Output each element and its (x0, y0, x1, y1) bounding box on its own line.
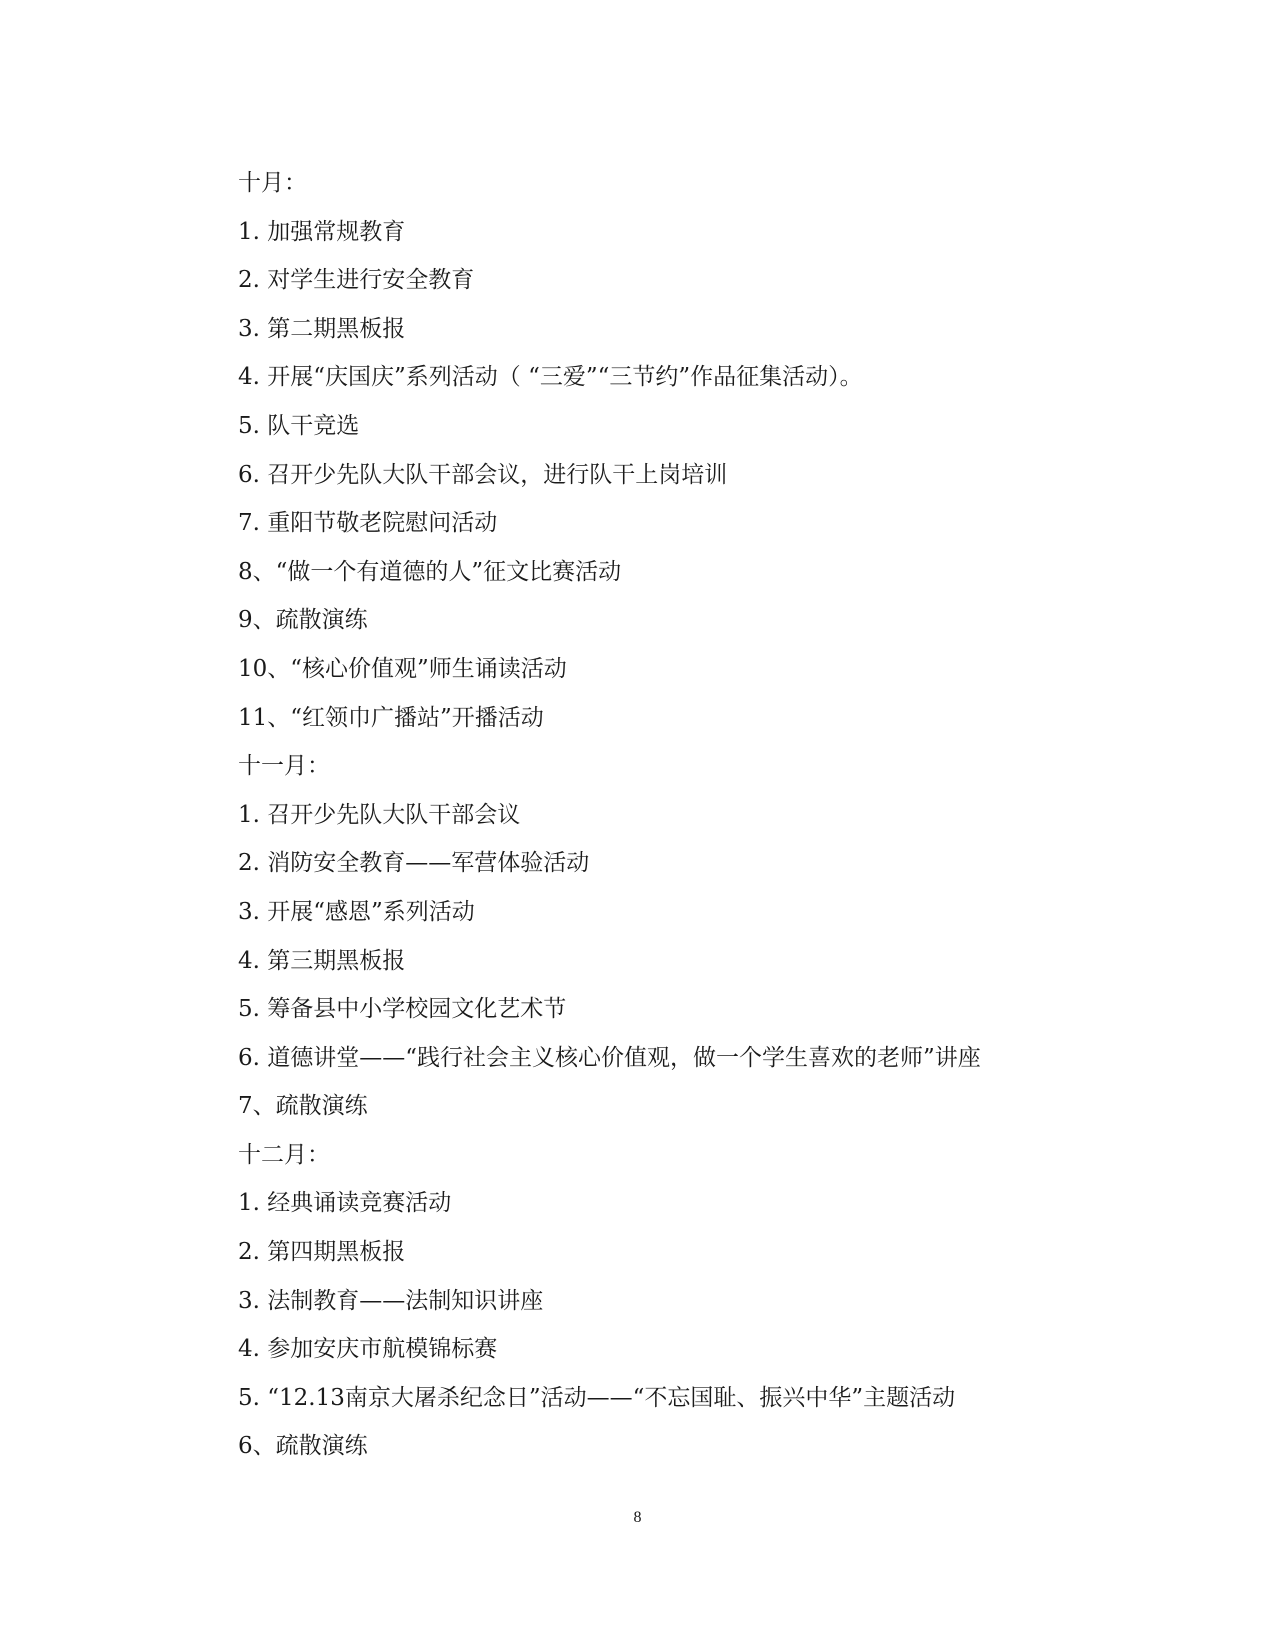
heading-december: 十二月： (238, 1141, 330, 1168)
list-item: 4. 第三期黑板报 (238, 947, 406, 974)
list-item: 5. 筹备县中小学校园文化艺术节 (238, 996, 567, 1023)
list-item: 6. 召开少先队大队干部会议，进行队干上岗培训 (238, 461, 728, 488)
list-item: 1. 召开少先队大队干部会议 (238, 801, 521, 828)
list-item: 6、疏散演练 (238, 1433, 368, 1460)
list-item: 1. 经典诵读竞赛活动 (238, 1190, 452, 1217)
list-item: 7、疏散演练 (238, 1093, 368, 1120)
document-body (238, 159, 1138, 1471)
list-item: 3. 第二期黑板报 (238, 315, 406, 342)
list-item: 4. 开展“庆国庆”系列活动（ “三爱”“三节约”作品征集活动）。 (238, 364, 863, 391)
list-item: 2. 第四期黑板报 (238, 1239, 406, 1266)
list-item: 2. 对学生进行安全教育 (238, 267, 475, 294)
list-item: 1. 加强常规教育 (238, 218, 406, 245)
list-item: 5. 队干竞选 (238, 412, 360, 439)
list-item: 11、“红领巾广播站”开播活动 (238, 704, 544, 731)
page-number: 8 (633, 1509, 642, 1526)
list-item: 2. 消防安全教育——军营体验活动 (238, 850, 590, 877)
list-item: 4. 参加安庆市航模锦标赛 (238, 1336, 498, 1363)
list-item: 3. 法制教育——法制知识讲座 (238, 1287, 544, 1314)
list-item: 5. “12.13南京大屠杀纪念日”活动——“不忘国耻、振兴中华”主题活动 (238, 1384, 956, 1411)
list-item: 9、疏散演练 (238, 607, 368, 634)
heading-november: 十一月： (238, 753, 330, 780)
heading-october: 十月： (238, 170, 307, 196)
list-item: 3. 开展“感恩”系列活动 (238, 898, 475, 925)
list-item: 10、“核心价值观”师生诵读活动 (238, 655, 567, 682)
list-item: 6. 道德讲堂——“践行社会主义核心价值观，做一个学生喜欢的老师”讲座 (238, 1044, 981, 1071)
list-item: 7. 重阳节敬老院慰问活动 (238, 510, 498, 537)
list-item: 8、“做一个有道德的人”征文比赛活动 (238, 558, 622, 585)
